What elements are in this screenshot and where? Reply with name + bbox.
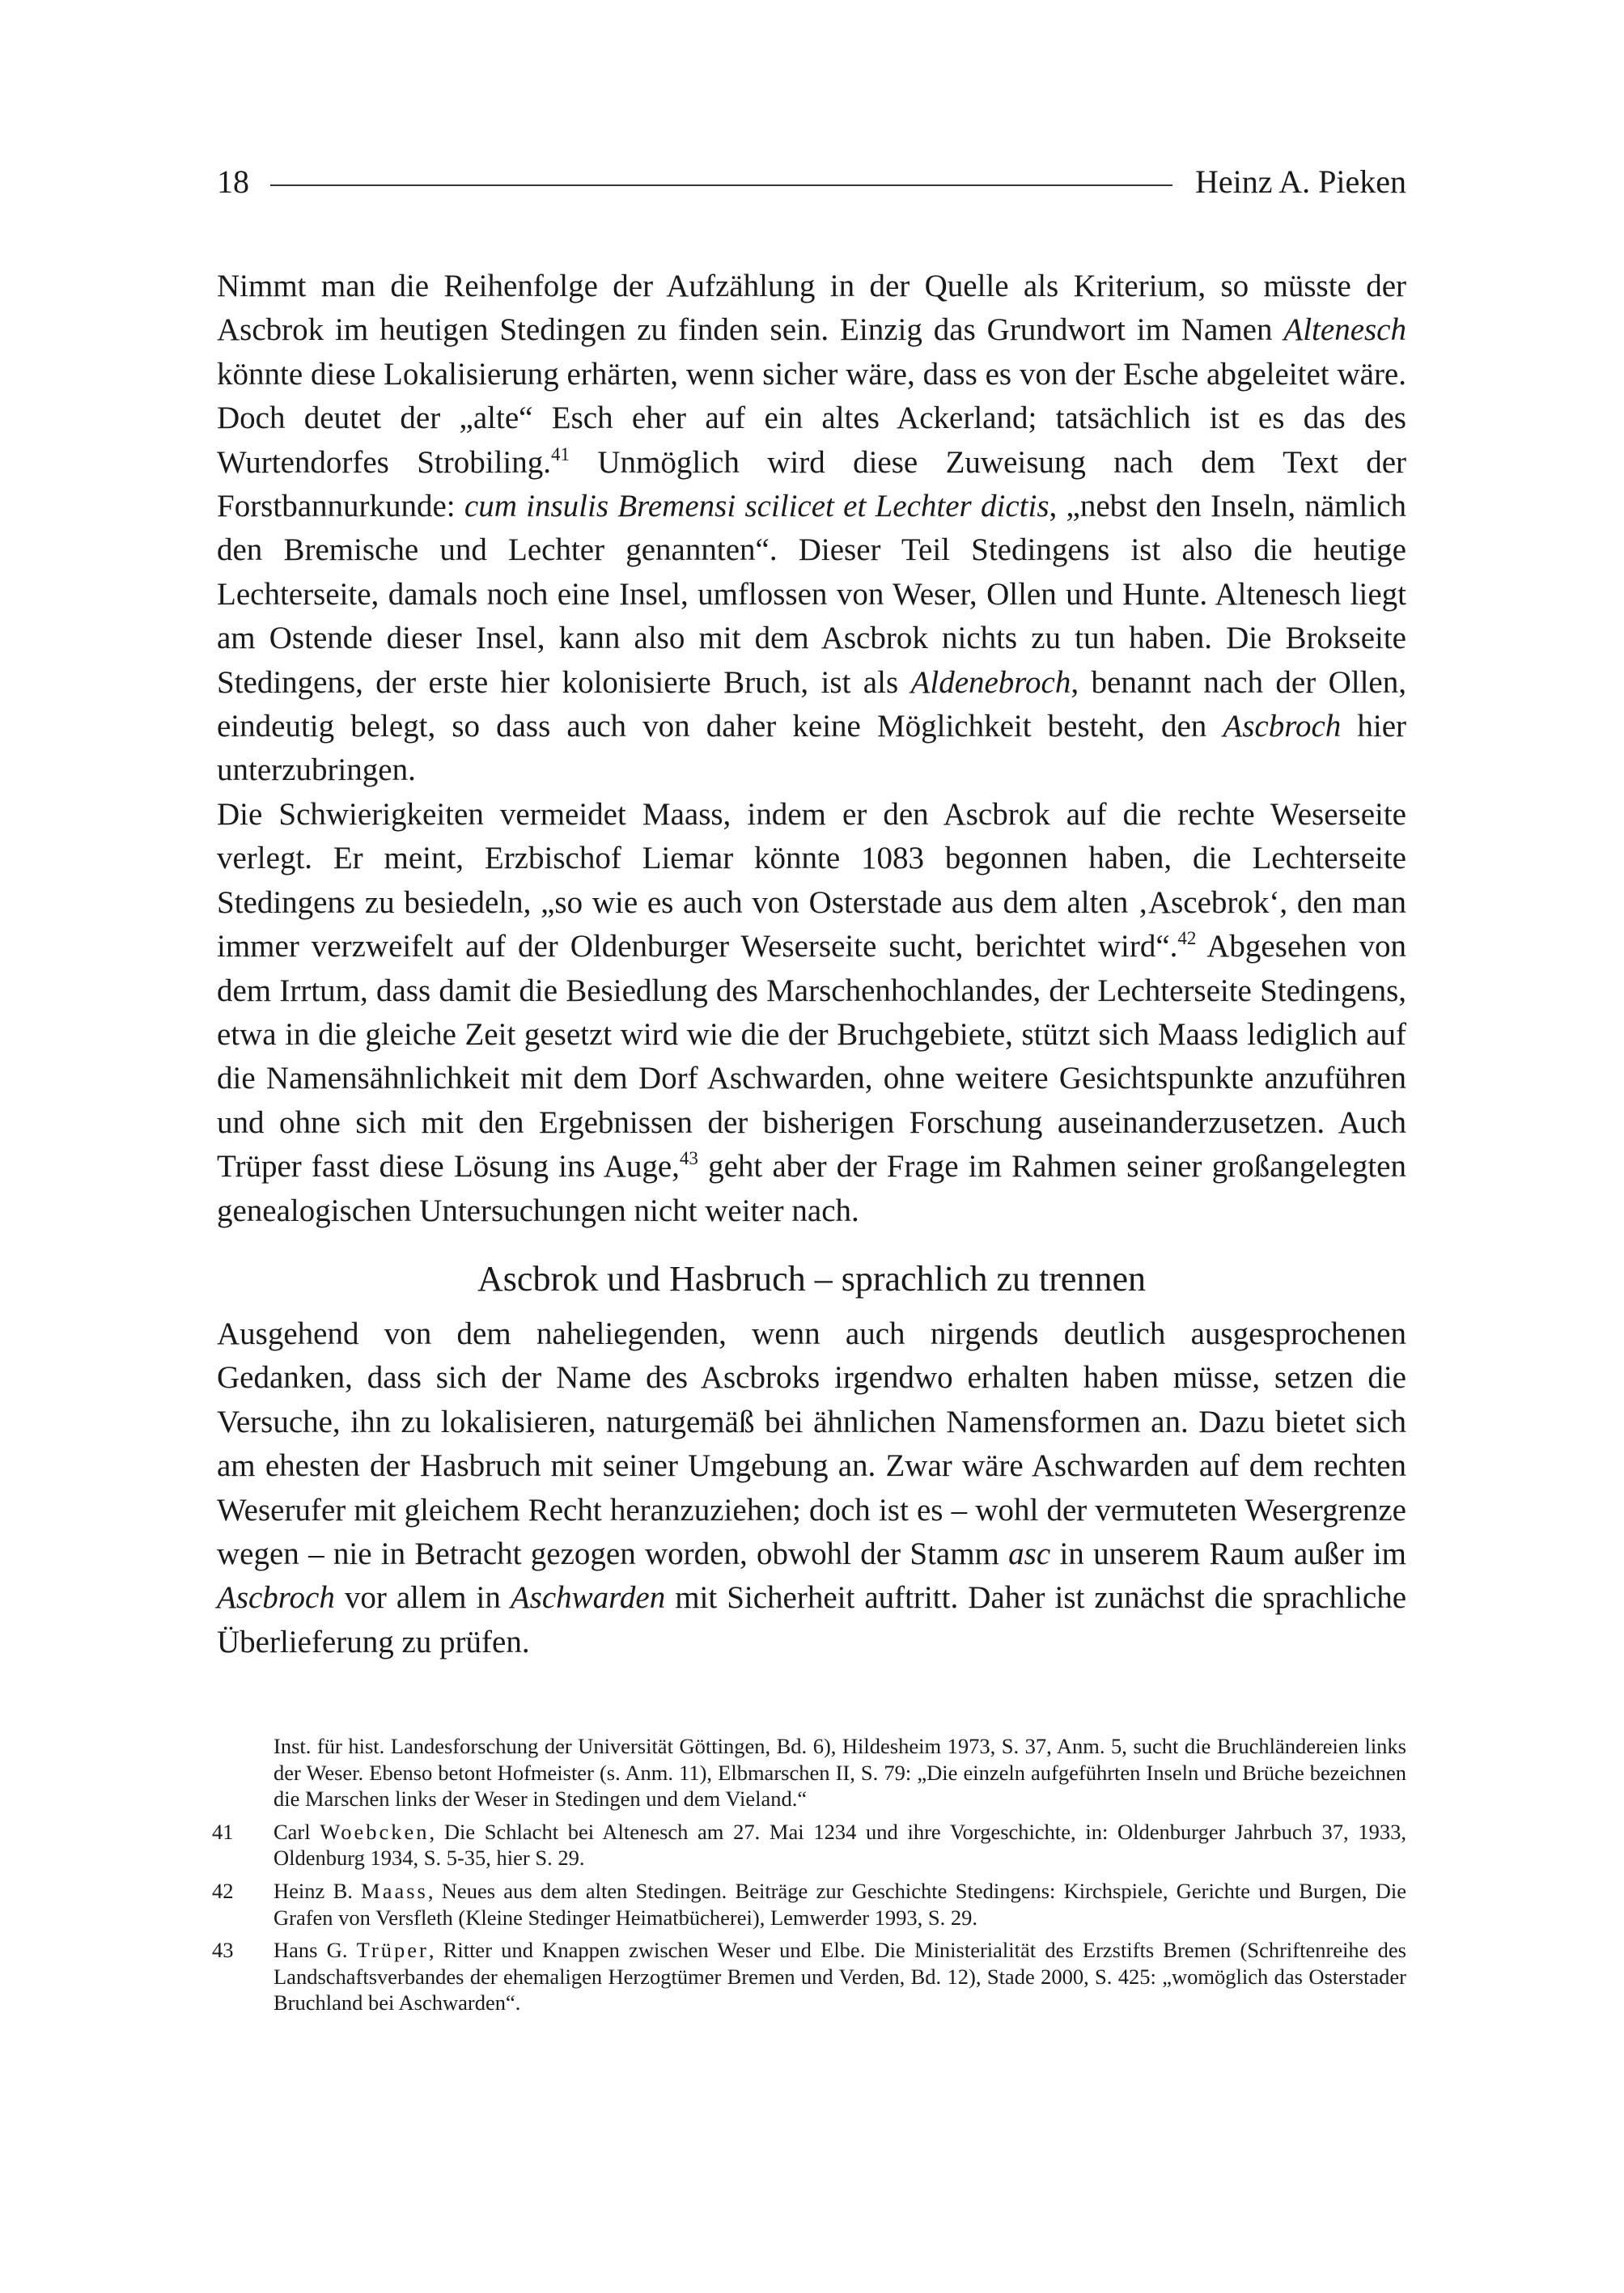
author-name: Trüper — [356, 1938, 429, 1963]
running-header — [217, 163, 1406, 200]
footnotes — [212, 1733, 1406, 2023]
footnote-number: 42 — [212, 1878, 234, 1903]
italic-term: Ascbroch — [217, 1580, 335, 1616]
footnote-continuation: Inst. für hist. Landesforschung der Universität Göttingen, Bd. 6), Hildesheim 1973, S. 37, Anm. 5, sucht die Bruchländereien links der Weser. Ebenso betont Hofmeister (s. Anm. 11), Elbmarschen II, S. 79: „Die einzeln aufgeführten Inseln und Brüche bezeichnen die Marschen links der Weser in Stedingen und dem Vieland.“ — [273, 1734, 1406, 1812]
main-text — [217, 265, 1406, 1233]
footnote-ref-41[interactable]: 41 — [551, 443, 570, 464]
paragraph-1: Nimmt man die Reihenfolge der Aufzählung in der Quelle als Kriterium, so müsste der Ascbrok im heutigen Stedingen zu finden sein. Einzig das Grundwort im Namen Altenesch könnte diese Lokalisierung erhärten, wenn sicher wäre, dass es von der Esche abgeleitet wäre. Doch deutet der „alte“ Esch eher auf ein altes Ackerland; tatsächlich ist es das des Wurtendorfes Strobiling.$^{41}$ Unmöglich wird diese Zuweisung nach dem Text der Forstbannurkunde: cum insulis Bremensi scilicet et Lechter dictis, „nebst den Inseln, nämlich den Bremische und Lechter genannten“. Dieser Teil Stedingens ist also die heutige Lechterseite, damals noch eine Insel, umflossen von Weser, Ollen und Hunte. Altenesch liegt am Ostende dieser Insel, kann also mit dem Ascbrok nichts zu tun haben. Die Brokseite Stedingens, der erste hier kolonisierte Bruch, ist als Aldenebroch, benannt nach der Ollen, eindeutig belegt, so dass auch von daher keine Möglichkeit besteht, den Ascbroch hier unterzubringen. — [217, 269, 1407, 788]
header-rule — [270, 184, 1172, 186]
italic-term: Ascbroch — [1223, 709, 1342, 744]
italic-term: asc — [1008, 1536, 1051, 1572]
italic-term: Aschwarden — [510, 1580, 666, 1616]
footnote-number: 41 — [212, 1819, 234, 1844]
footnote-number: 43 — [212, 1938, 234, 1963]
section-text — [217, 1312, 1406, 1664]
footnote-42: 42 Heinz B. Maass, Neues aus dem alten Stedingen. Beiträge zur Geschichte Stedingens: Kirchspiele, Gerichte und Burgen, Die Grafen von Versfleth (Kleine Stedinger Heimatbücherei), Lemwerder 1993, S. 29. — [212, 1878, 1406, 1930]
author-name: Woebcken — [320, 1819, 430, 1844]
footnote-43: 43 Hans G. Trüper, Ritter und Knappen zwischen Weser und Elbe. Die Ministerialität des Erzstifts Bremen (Schriftenreihe des Landschaftsverbandes der ehemaligen Herzogtümer Bremen und Verden, Bd. 12), Stade 2000, S. 425: „womöglich das Osterstader Bruchland bei Aschwarden“. — [212, 1938, 1406, 2015]
footnote-ref-42[interactable]: 42 — [1177, 928, 1197, 949]
latin-quote: cum insulis Bremensi scilicet et Lechter dictis — [464, 489, 1049, 524]
footnote-ref-43[interactable]: 43 — [679, 1148, 698, 1169]
section-heading: Ascbrok und Hasbruch – sprachlich zu trennen — [477, 1258, 1146, 1299]
italic-term: Aldenebroch — [910, 664, 1071, 700]
page-number: 18 — [217, 163, 249, 200]
paragraph-2: Die Schwierigkeiten vermeidet Maass, indem er den Ascbrok auf die rechte Weserseite verlegt. Er meint, Erzbischof Liemar könnte 1083 begonnen haben, die Lechterseite Stedingens zu besiedeln, „so wie es auch von Osterstade aus dem alten ‚Ascebrok‘, den man immer verzweifelt auf der Oldenburger Weserseite sucht, berichtet wird“.$^{42}$ Abgesehen von dem Irrtum, dass damit die Besiedlung des Marschenhochlandes, der Lechterseite Stedingens, etwa in die gleiche Zeit gesetzt wird wie die der Bruchgebiete, stützt sich Maass lediglich auf die Namensähnlichkeit mit dem Dorf Aschwarden, ohne weitere Gesichtspunkte anzuführen und ohne sich mit den Ergebnissen der bisherigen Forschung auseinanderzusetzen. Auch Trüper fasst diese Lösung ins Auge,$^{43}$ geht aber der Frage im Rahmen seiner großangelegten genealogischen Untersuchungen nicht weiter nach. — [217, 796, 1406, 1228]
footnote-41: 41 Carl Woebcken, Die Schlacht bei Altenesch am 27. Mai 1234 und ihre Vorgeschichte, in: Oldenburger Jahrbuch 37, 1933, Oldenburg 1934, S. 5-35, hier S. 29. — [212, 1819, 1406, 1871]
paragraph-3: Ausgehend von dem naheliegenden, wenn auch nirgends deutlich ausgesprochenen Gedanken, dass sich der Name des Ascbroks irgendwo erhalten haben müsse, setzen die Versuche, ihn zu lokalisieren, naturgemäß bei ähnlichen Namensformen an. Dazu bietet sich am ehesten der Hasbruch mit seiner Umgebung an. Zwar wäre Aschwarden auf dem rechten Weserufer mit gleichem Recht heranzuziehen; doch ist es – wohl der vermuteten Wesergrenze wegen – nie in Betracht gezogen worden, obwohl der Stamm asc in unserem Raum außer im Ascbroch vor allem in Aschwarden mit Sicherheit auftritt. Daher ist zunächst die sprachliche Überlieferung zu prüfen. — [217, 1316, 1407, 1659]
author-name: Maass — [361, 1878, 428, 1903]
italic-term: Altenesch — [1283, 312, 1406, 348]
running-author: Heinz A. Pieken — [1194, 163, 1406, 200]
